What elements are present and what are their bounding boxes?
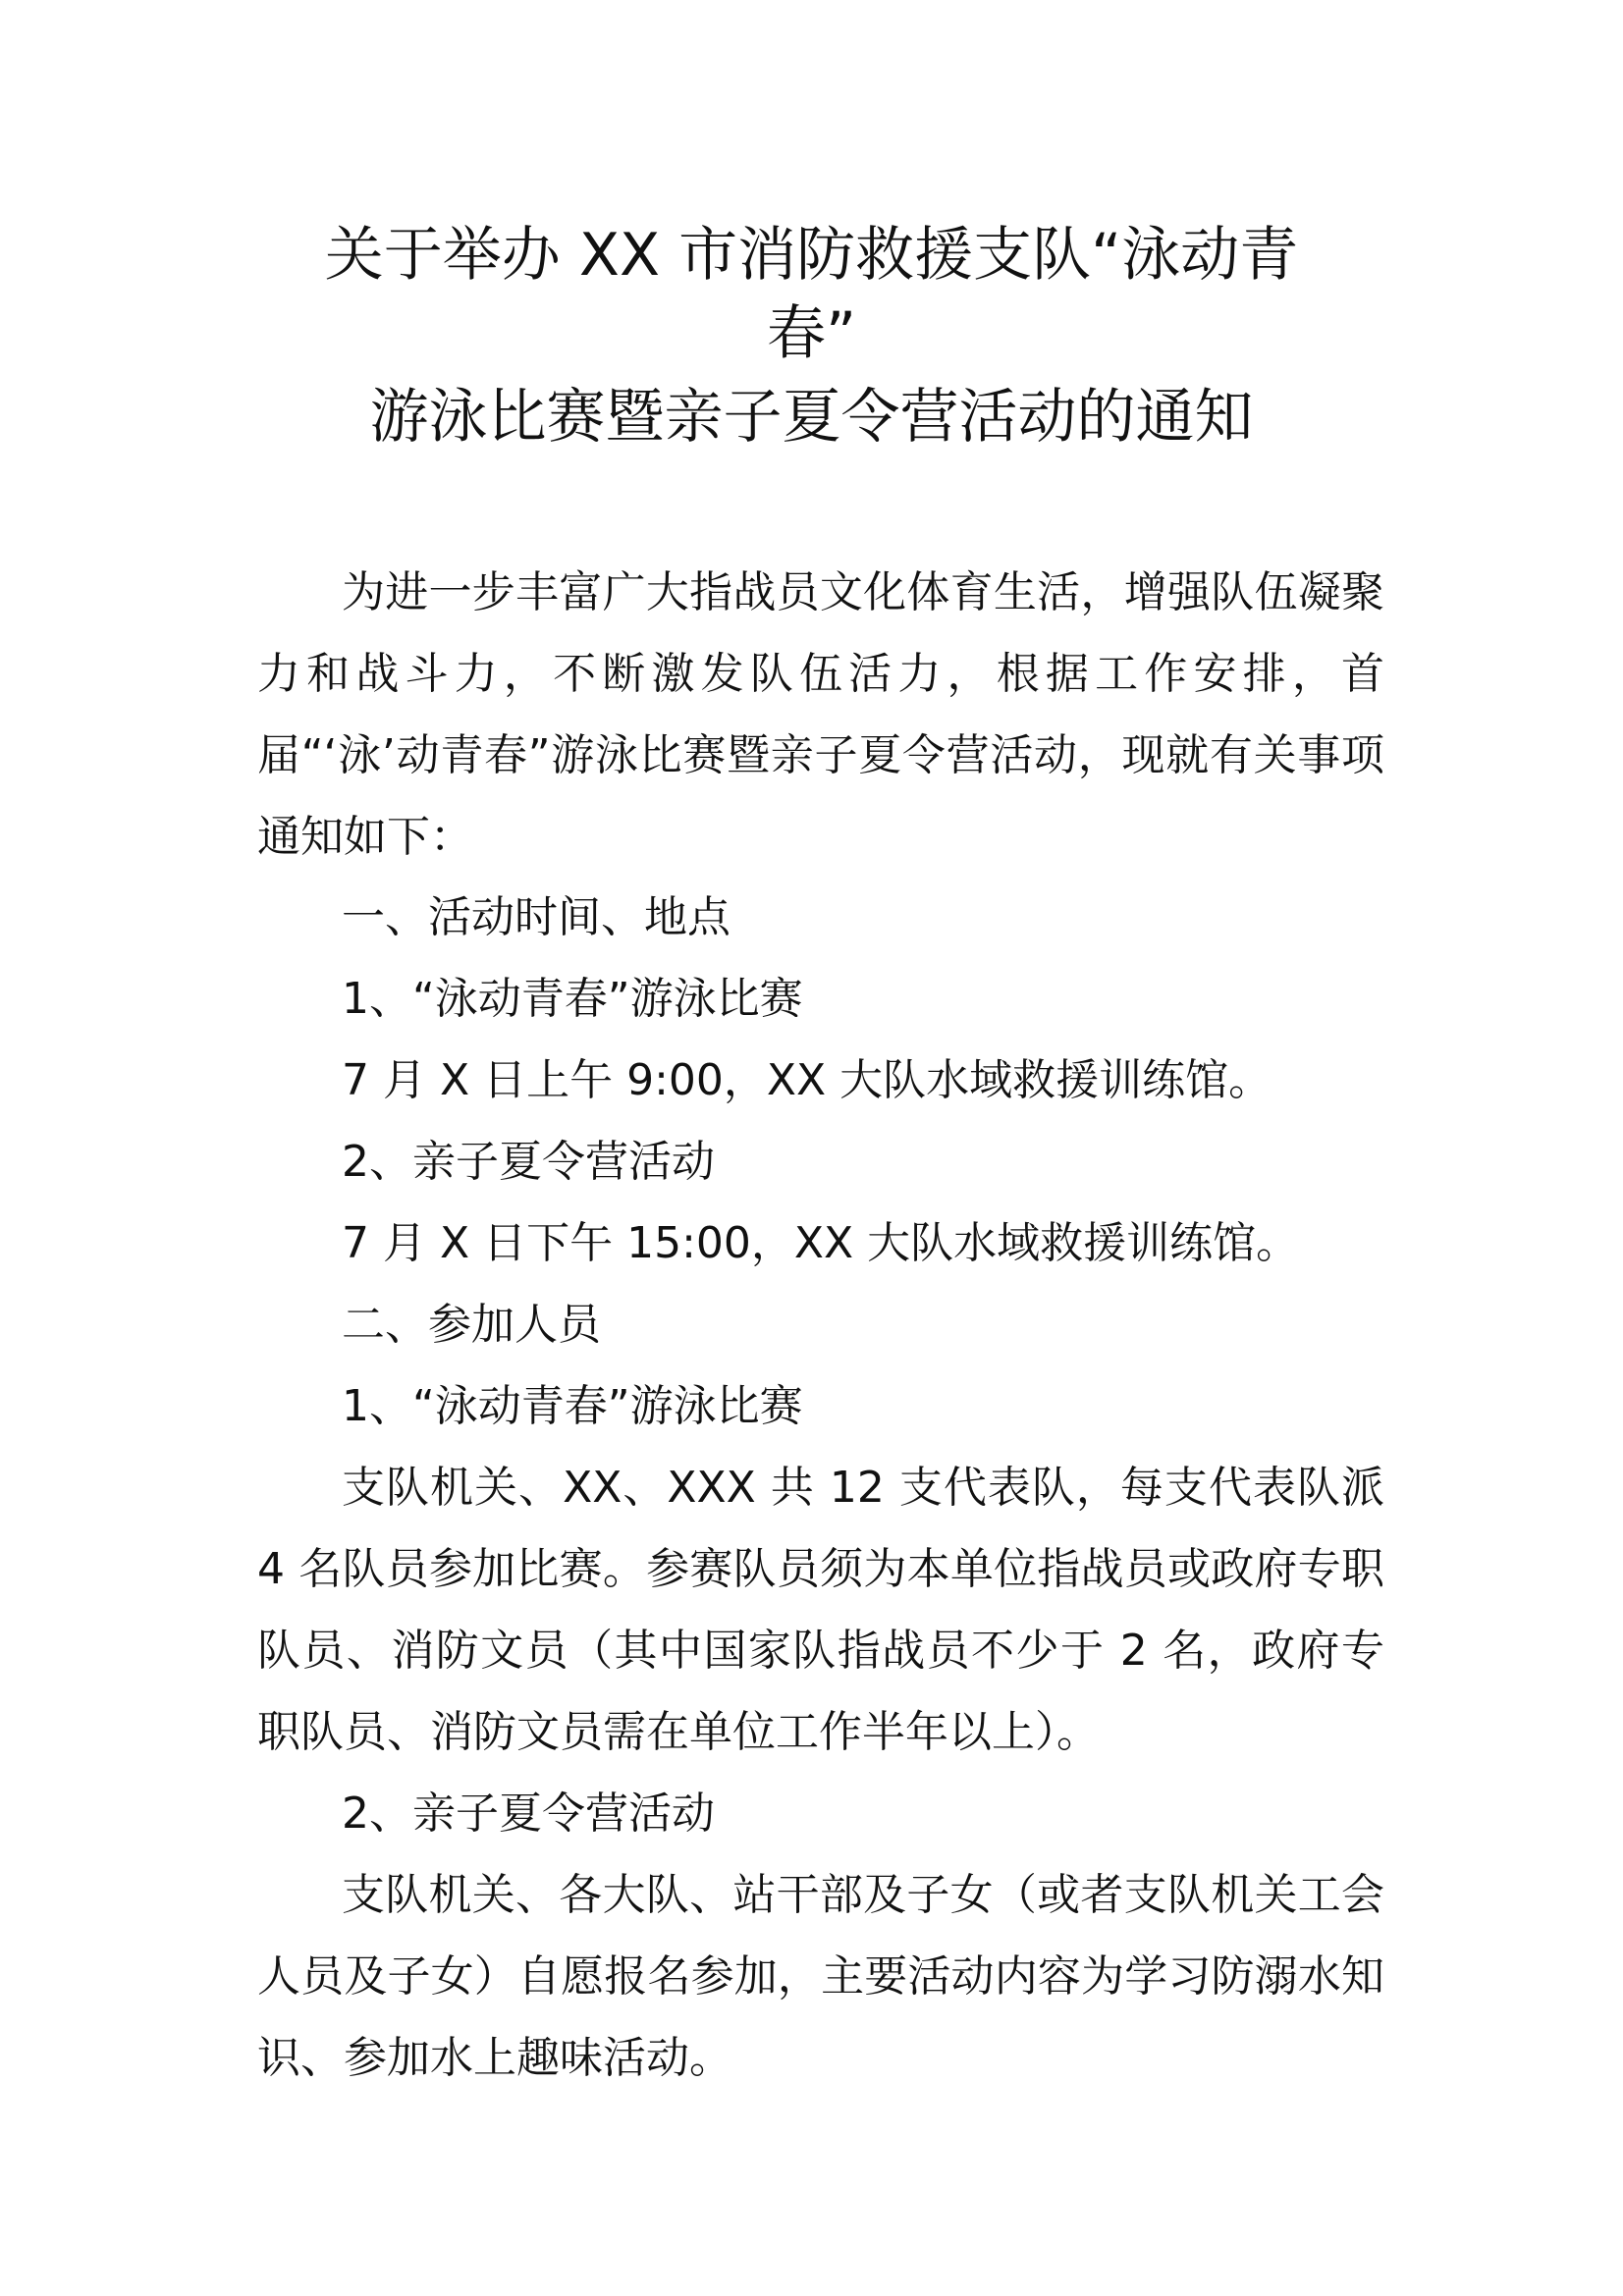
section-1-item-1-title: 1、“泳动青春”游泳比赛 xyxy=(342,974,803,1024)
section-1-item-2-text: 7 月 X 日下午 15:00，XX 大队水域救援训练馆。 xyxy=(342,1218,1300,1268)
intro-paragraph: 为进一步丰富广大指战员文化体育生活，增强队伍凝聚力和战斗力，不断激发队伍活力，根据工作安排，首届“‘泳’动青春”游泳比赛暨亲子夏令营活动，现就有关事项通知如下： xyxy=(257,567,1384,862)
document-title-line-3: 游泳比赛暨亲子夏令营活动的通知 xyxy=(369,383,1254,452)
section-2-item-2-title: 2、亲子夏令营活动 xyxy=(342,1789,715,1839)
document-title-line-1: 关于举办 XX 市消防救援支队“泳动青 xyxy=(324,221,1299,290)
document-title-line-2: 春” xyxy=(766,299,857,368)
section-2-item-2-text: 支队机关、各大队、站干部及子女（或者支队机关工会人员及子女）自愿报名参加，主要活动内容为学习防溺水知识、参加水上趣味活动。 xyxy=(257,1870,1384,2083)
section-1-item-2-title: 2、亲子夏令营活动 xyxy=(342,1137,715,1187)
section-2-item-1-title: 1、“泳动青春”游泳比赛 xyxy=(342,1381,803,1431)
section-1-item-1-text: 7 月 X 日上午 9:00，XX 大队水域救援训练馆。 xyxy=(342,1055,1272,1105)
section-2-item-1-text: 支队机关、XX、XXX 共 12 支代表队，每支代表队派 4 名队员参加比赛。参赛队员须为本单位指战员或政府专职队员、消防文员（其中国家队指战员不少于 2 名，政府专职队员、消防文员需在单位工作半年以上）。 xyxy=(257,1463,1384,1757)
section-1-heading: 一、活动时间、地点 xyxy=(342,892,730,942)
section-2-heading: 二、参加人员 xyxy=(342,1300,601,1350)
